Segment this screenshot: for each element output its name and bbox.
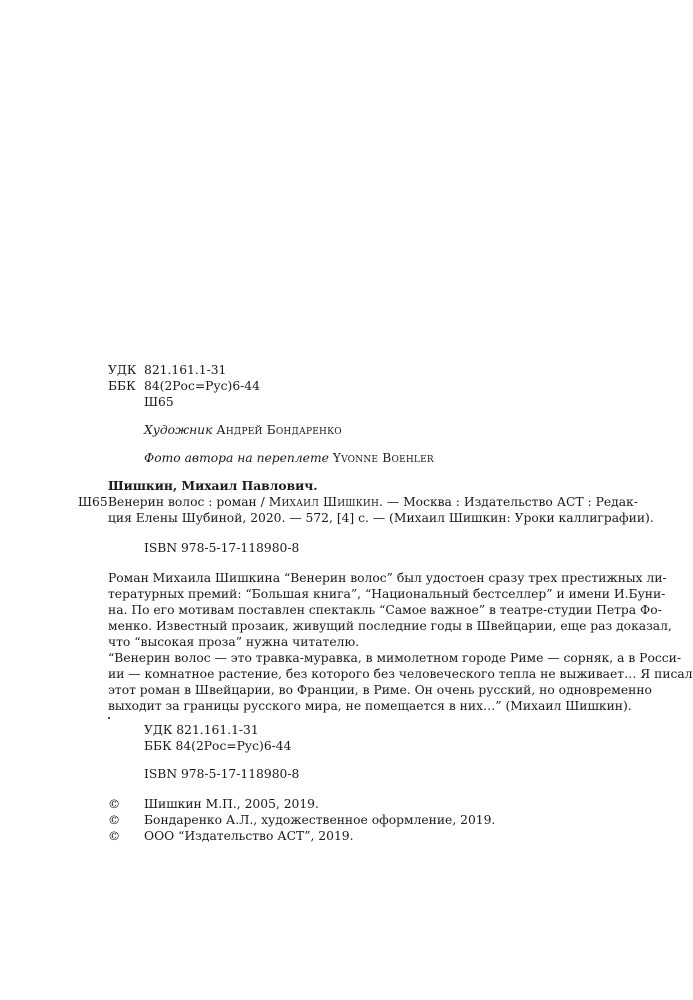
photo-credit — [144, 450, 434, 466]
udk-label: УДК — [108, 363, 137, 377]
annotation-line: Роман Михаила Шишкина “Венерин волос” был удостоен сразу трех престижных ли- — [108, 571, 667, 585]
copyright-icon: © — [108, 829, 121, 843]
author-mark: Ш65 — [144, 395, 174, 409]
repeat-udk: УДК 821.161.1-31 — [144, 723, 259, 737]
copyright-line: Шишкин М.П., 2005, 2019. — [144, 797, 319, 811]
copyright-icon: © — [108, 813, 121, 827]
bib-line-1: Венерин волос : роман / Михаил Шишкин. — Москва : Издательство АСТ : Редак- — [108, 495, 638, 509]
repeat-bbk: ББК 84(2Рос=Рус)6-44 — [144, 739, 292, 753]
udk-line — [108, 362, 227, 378]
bib-mark: Ш65 — [78, 495, 108, 509]
annotation-line: на. По его мотивам поставлен спектакль “Самое важное” в театре-студии Петра Фо- — [108, 603, 662, 617]
photo-name: Yvonne Boehler — [332, 451, 434, 465]
udk-value: 821.161.1-31 — [144, 363, 227, 377]
artist-label: Художник — [144, 423, 213, 437]
bbk-value: 84(2Рос=Рус)6-44 — [144, 379, 260, 393]
annotation-line: менко. Известный прозаик, живущий последние годы в Швейцарии, еще раз доказал, — [108, 619, 672, 633]
annotation-line: выходит за границы русского мира, не помещается в них…” (Михаил Шишкин). — [108, 699, 632, 713]
annotation-line: ии — комнатное растение, без которого без человеческого тепла не выживает… Я писал — [108, 667, 693, 681]
copyright-icon: © — [108, 797, 121, 811]
bbk-line — [108, 378, 260, 394]
artist-name: Андрей Бондаренко — [216, 423, 342, 437]
bbk-label: ББК — [108, 379, 136, 393]
annotation-line: “Венерин волос — это травка-муравка, в мимолетном городе Риме — сорняк, а в Росси- — [108, 651, 681, 665]
author-heading: Шишкин, Михаил Павлович. — [108, 478, 318, 493]
annotation-line: этот роман в Швейцарии, во Франции, в Риме. Он очень русский, но одновременно — [108, 683, 652, 697]
bib-author-name: Михаил Шишкин — [268, 495, 380, 509]
artist-credit — [144, 422, 342, 438]
copyright-line: Бондаренко А.Л., художественное оформление, 2019. — [144, 813, 496, 827]
isbn: ISBN 978-5-17-118980-8 — [144, 541, 300, 555]
bib-line-2: ция Елены Шубиной, 2020. — 572, [4] с. — (Михаил Шишкин: Уроки каллиграфии). — [108, 511, 654, 525]
annotation-line: тературных премий: “Большая книга”, “Национальный бестселлер” и имени И.Буни- — [108, 587, 666, 601]
copyright-line: ООО “Издательство АСТ”, 2019. — [144, 829, 354, 843]
dot-mark — [108, 717, 110, 719]
repeat-isbn: ISBN 978-5-17-118980-8 — [144, 767, 300, 781]
photo-label: Фото автора на переплете — [144, 451, 329, 465]
annotation-line: что “высокая проза” нужна читателю. — [108, 635, 360, 649]
